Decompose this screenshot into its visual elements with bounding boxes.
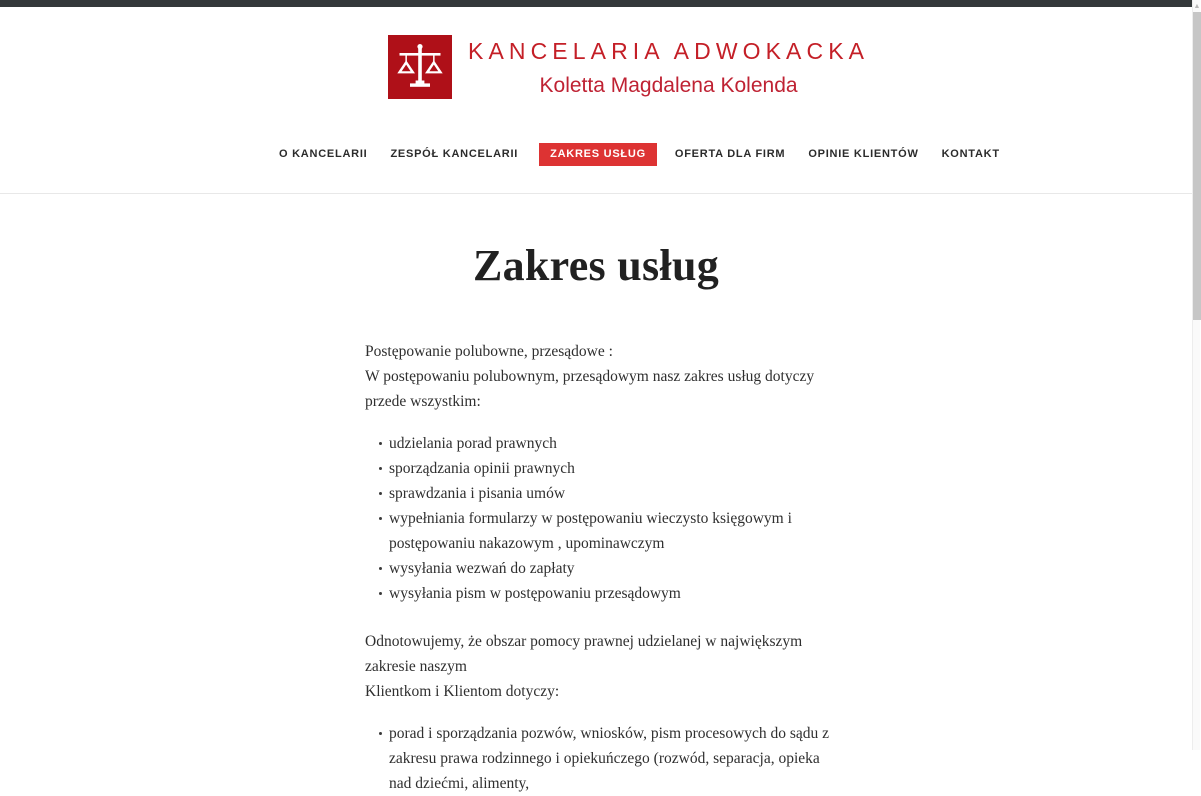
list-item: wysyłania pism w postępowaniu przesądowym bbox=[365, 581, 835, 606]
nav-item-zakres-uslug[interactable]: ZAKRES USŁUG bbox=[539, 143, 657, 166]
brand-title: KANCELARIA ADWOKACKA bbox=[468, 38, 870, 64]
list-item: udzielania porad prawnych bbox=[365, 431, 835, 456]
main-content bbox=[0, 194, 1192, 796]
list-item: wysyłania wezwań do zapłaty bbox=[365, 556, 835, 581]
top-dark-bar bbox=[0, 0, 1192, 7]
site-branding[interactable] bbox=[0, 33, 1192, 99]
main-navigation bbox=[0, 141, 1192, 167]
vertical-scrollbar[interactable] bbox=[1192, 0, 1200, 750]
nav-item-opinie-klientow[interactable]: OPINIE KLIENTÓW bbox=[808, 148, 919, 160]
list-spacer bbox=[365, 606, 835, 629]
nav-item-oferta-dla-firm[interactable]: OFERTA DLA FIRM bbox=[674, 148, 786, 160]
nav-item-kontakt[interactable]: KONTAKT bbox=[941, 148, 1000, 160]
services-list-primary bbox=[365, 431, 835, 606]
page-title: Zakres usług bbox=[472, 241, 720, 290]
intro-line-1: Postępowanie polubowne, przesądowe : bbox=[365, 342, 613, 360]
services-article bbox=[365, 293, 835, 796]
list-item: porad i sporządzania pozwów, wniosków, pism procesowych do sądu z zakresu prawa rodzinnego i opiekuńczego (rozwód, separacja, opieka nad dziećmi, alimenty, bbox=[365, 721, 835, 796]
list-item: sporządzania opinii prawnych bbox=[365, 456, 835, 481]
scrollbar-up-arrow-icon[interactable]: ▲ bbox=[1193, 3, 1201, 10]
nav-item-o-kancelarii[interactable]: O KANCELARII bbox=[279, 148, 368, 160]
paragraph-2-line-1: Odnotowujemy, że obszar pomocy prawnej udzielanej w największym zakresie naszym bbox=[365, 632, 803, 675]
paragraph-2-line-2: Klientkom i Klientom dotyczy: bbox=[365, 682, 560, 700]
services-list-secondary bbox=[365, 721, 835, 796]
scrollbar-thumb[interactable] bbox=[1193, 12, 1201, 320]
scales-of-justice-icon bbox=[388, 35, 452, 99]
site-header bbox=[0, 7, 1192, 194]
list-item: wypełniania formularzy w postępowaniu wieczysto księgowym i postępowaniu nakazowym , upominawczym bbox=[365, 506, 835, 556]
nav-item-zespol-kancelarii[interactable]: ZESPÓŁ KANCELARII bbox=[390, 148, 519, 160]
list-item: sprawdzania i pisania umów bbox=[365, 481, 835, 506]
brand-subtitle: Koletta Magdalena Kolenda bbox=[539, 74, 798, 98]
intro-line-2: W postępowaniu polubownym, przesądowym nasz zakres usług dotyczy przede wszystkim: bbox=[365, 367, 815, 410]
page-viewport bbox=[0, 7, 1192, 792]
brand-text-block bbox=[468, 33, 869, 97]
